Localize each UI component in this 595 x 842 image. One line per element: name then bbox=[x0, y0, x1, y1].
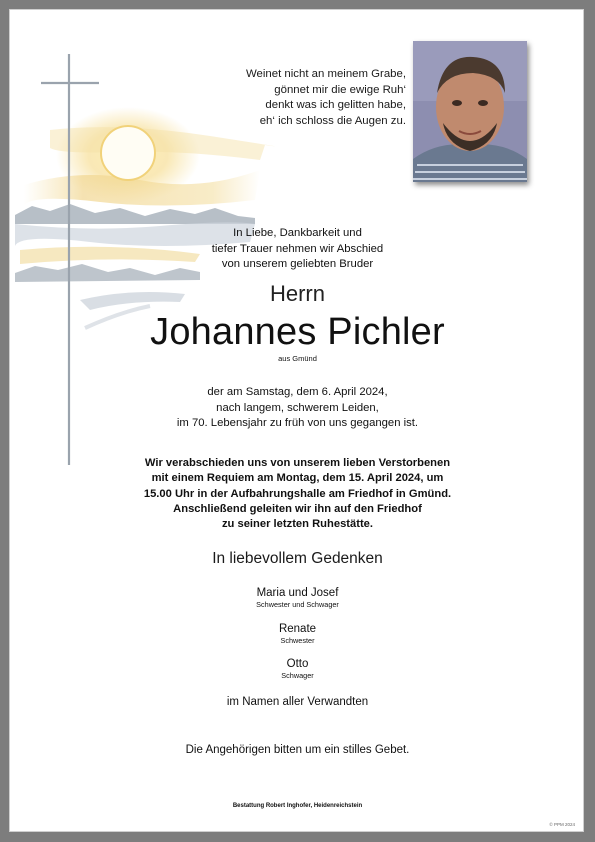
undertaker-credit: Bestattung Robert Inghofer, Heidenreichstein bbox=[232, 803, 363, 809]
family-line: im Namen aller Verwandten bbox=[226, 696, 369, 708]
funeral-notice-line: Wir verabschieden uns von unserem lieben Verstorbenen bbox=[144, 457, 451, 469]
sun bbox=[101, 126, 155, 180]
poem-line: gönnet mir die ewige Ruh‘ bbox=[274, 83, 406, 96]
death-notice-line: der am Samstag, dem 6. April 2024, bbox=[207, 386, 388, 398]
prayer-request: Die Angehörigen bitten um ein stilles Gebet. bbox=[185, 744, 410, 756]
poem-line: Weinet nicht an meinem Grabe, bbox=[246, 68, 406, 80]
funeral-notice-line: mit einem Requiem am Montag, dem 15. April 2024, um bbox=[151, 472, 444, 485]
intro-text bbox=[10, 226, 584, 273]
deceased-name: Johannes Pichler bbox=[150, 311, 445, 353]
remembrance-heading: In liebevollem Gedenken bbox=[212, 550, 383, 567]
poem-line: denkt was ich gelitten habe, bbox=[265, 99, 406, 112]
salutation: Herrn bbox=[269, 281, 325, 306]
mourner-entry bbox=[10, 657, 584, 681]
death-notice bbox=[10, 385, 584, 432]
mourner-name: Renate bbox=[278, 623, 317, 635]
poem-line: eh‘ ich schloss die Augen zu. bbox=[259, 114, 406, 127]
obituary-card bbox=[9, 9, 584, 832]
funeral-notice-line: zu seiner letzten Ruhestätte. bbox=[221, 518, 374, 531]
origin: aus Gmünd bbox=[278, 354, 317, 363]
poem bbox=[170, 67, 406, 129]
funeral-notice bbox=[10, 456, 584, 532]
mourner-entry bbox=[10, 622, 584, 646]
funeral-notice-line: 15.00 Uhr in der Aufbahrungshalle am Friedhof in Gmünd. bbox=[143, 487, 452, 500]
mourner-relation: Schwester und Schwager bbox=[256, 600, 339, 609]
portrait-photo bbox=[413, 41, 527, 182]
copyright-notice: © PPM 2024 bbox=[549, 822, 575, 827]
mourner-name: Otto bbox=[286, 658, 309, 670]
funeral-notice-line: Anschließend geleiten wir ihn auf den Friedhof bbox=[173, 502, 422, 515]
mourner-relation: Schwager bbox=[281, 671, 314, 680]
mourner-relation: Schwester bbox=[280, 636, 315, 645]
death-notice-line: im 70. Lebensjahr zu früh von uns gegangen ist. bbox=[176, 417, 419, 430]
mourner-entry bbox=[10, 586, 584, 610]
death-notice-line: nach langem, schwerem Leiden, bbox=[216, 401, 379, 414]
mourner-name: Maria und Josef bbox=[256, 587, 339, 599]
intro-line: tiefer Trauer nehmen wir Abschied bbox=[211, 242, 384, 255]
intro-line: In Liebe, Dankbarkeit und bbox=[233, 227, 362, 239]
intro-line: von unserem geliebten Bruder bbox=[221, 258, 374, 270]
